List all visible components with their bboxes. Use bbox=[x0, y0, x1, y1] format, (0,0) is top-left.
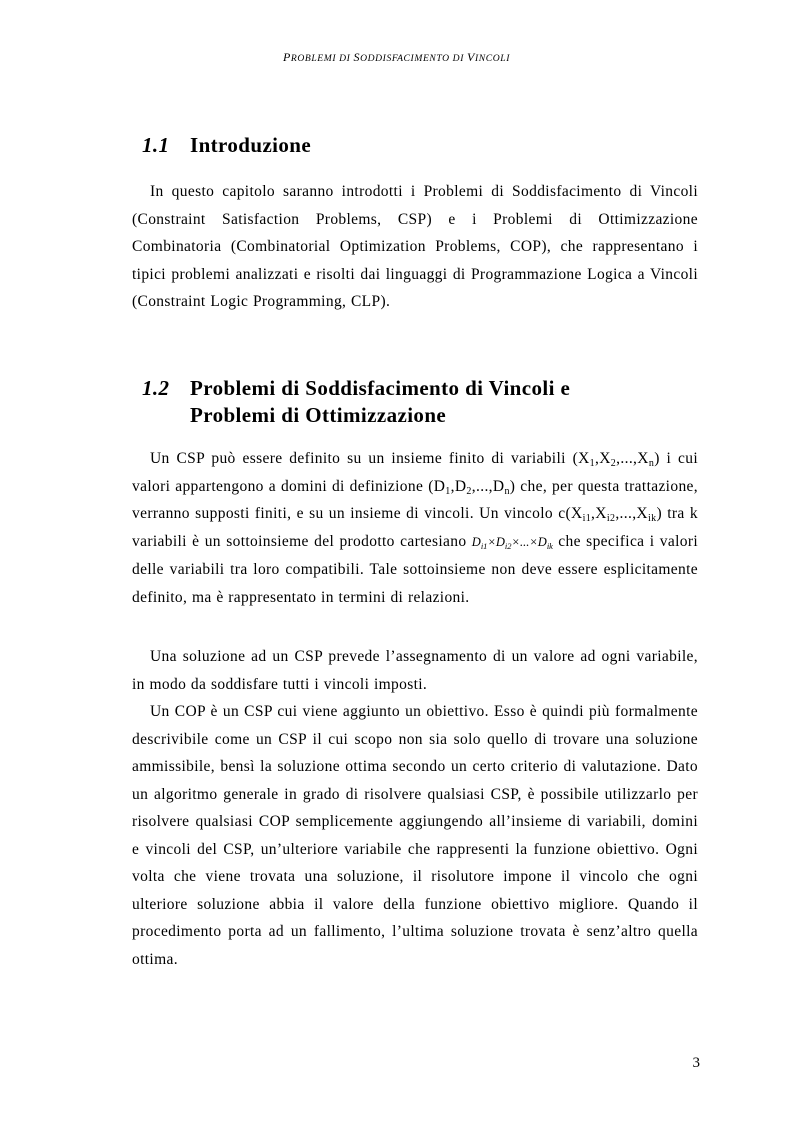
section-number: 1.1 bbox=[142, 133, 170, 157]
csp-definition-paragraph: Un CSP può essere definito su un insieme finito di variabili $(X_1,X_2,...,X_n)$ i cui valori appartengono a domini di definizione $(D_1,D_2,...,D_n)$ che, per questa trattazione, verranno supposti finiti, e su un insieme di vincoli. Un vincolo $c(X_{i1},X_{i2},...,X_{ik})$ tra k variabili è un sottoinsieme del prodotto cartesiano $D_{i1}\times D_{i2}\times...\times D_{ik}$ che specifica i valori delle variabili tra loro compatibili. Tale sottoinsieme non deve essere esplicitamente definito, ma è rappresentato in termini di relazioni. bbox=[132, 450, 698, 606]
section-heading-introduzione bbox=[142, 132, 311, 159]
section-heading-problemi bbox=[142, 375, 570, 429]
running-header: PROBLEMI DI SODDISFACIMENTO DI VINCOLI bbox=[282, 50, 511, 64]
section-number: 1.2 bbox=[142, 376, 170, 400]
section-title: Problemi di Soddisfacimento di Vincoli e Problemi di Ottimizzazione bbox=[190, 376, 571, 427]
intro-paragraph: In questo capitolo saranno introdotti i Problemi di Soddisfacimento di Vincoli (Constraint Satisfaction Problems, CSP) e i Problemi di Ottimizzazione Combinatoria (Combinatorial Optimization Problems, COP), che rappresentano i tipici problemi analizzati e risolti dai linguaggi di Programmazione Logica a Vincoli (Constraint Logic Programming, CLP). bbox=[132, 183, 698, 310]
cop-paragraph: Un COP è un CSP cui viene aggiunto un obiettivo. Esso è quindi più formalmente descrivibile come un CSP il cui scopo non sia solo quello di trovare una soluzione ammissibile, bensì la soluzione ottima secondo un certo criterio di valutazione. Dato un algoritmo generale in grado di risolvere qualsiasi CSP, è possibile utilizzarlo per risolvere qualsiasi COP semplicemente aggiungendo all’insieme di variabili, domini e vincoli del CSP, un’ulteriore variabile che rappresenti la funzione obiettivo. Ogni volta che viene trovata una soluzione, il risolutore impone il vincolo che ogni ulteriore soluzione abbia il valore della funzione obiettivo migliore. Quando il procedimento porta ad un fallimento, l’ultima soluzione trovata è senz’altro quella ottima. bbox=[132, 703, 698, 968]
section-title: Introduzione bbox=[190, 133, 312, 157]
cartesian-product-formula: $D_{i1}\times D_{i2}\times...\times D_{ik}$ bbox=[471, 534, 553, 551]
page-number: 3 bbox=[692, 1055, 700, 1071]
csp-solution-paragraph: Una soluzione ad un CSP prevede l’assegnamento di un valore ad ogni variabile, in modo da soddisfare tutti i vincoli imposti. bbox=[132, 648, 698, 693]
